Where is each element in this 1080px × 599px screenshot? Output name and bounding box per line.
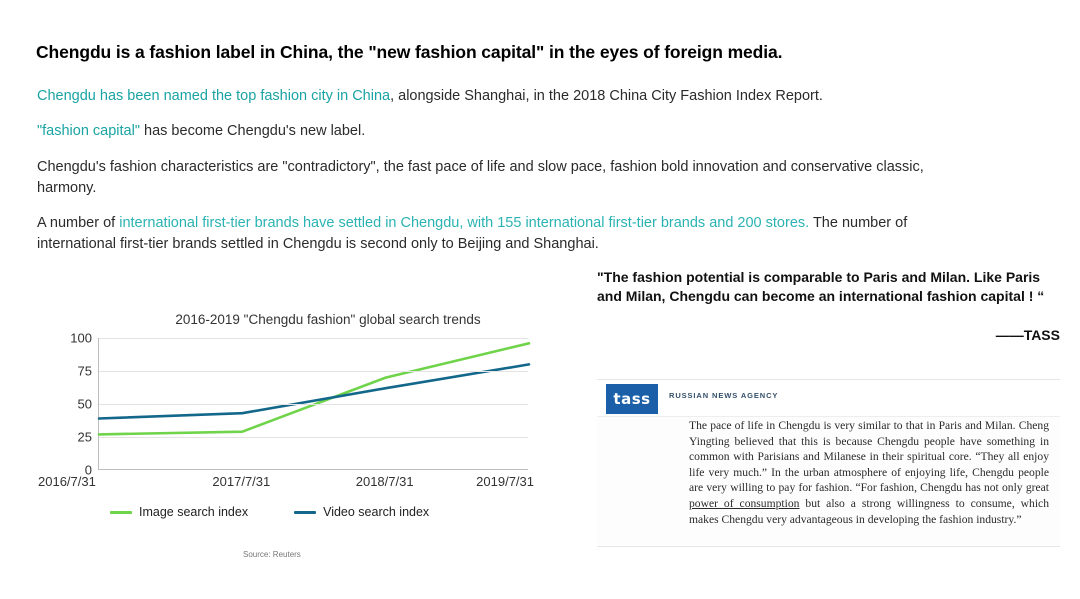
search-trends-chart [38, 300, 558, 570]
tass-body-link[interactable]: power of consumption [689, 496, 800, 510]
paragraph-2-rest: has become Chengdu's new label. [140, 123, 366, 139]
chart-legend [110, 505, 530, 519]
tass-agency-label: RUSSIAN NEWS AGENCY [669, 391, 779, 400]
chart-x-tick-label: 2017/7/31 [212, 474, 271, 489]
chart-y-tick-label: 100 [70, 330, 92, 346]
paragraph-4-lead: A number of [37, 215, 120, 231]
paragraph-2-highlight: "fashion capital" [37, 123, 140, 139]
chart-gridline [99, 371, 528, 372]
chart-gridline [99, 338, 528, 339]
chart-plot-area [70, 330, 528, 478]
paragraph-2 [37, 121, 987, 142]
chart-y-tick-label: 50 [77, 396, 92, 412]
tass-logo: tass [606, 384, 658, 414]
legend-swatch-image-search [110, 511, 132, 514]
tass-body-part2: but also a strong willingness to consume, which makes Chengdu very advantageous in developing the fashion industry.” [689, 496, 1050, 526]
legend-item-image-search [110, 505, 248, 519]
paragraph-4 [37, 213, 987, 255]
chart-x-tick-label: 2016/7/31 [38, 474, 96, 489]
pull-quote: "The fashion potential is comparable to Paris and Milan. Like Paris and Milan, Chengdu can become an international fashion capital ! “ [597, 269, 1045, 304]
chart-x-tick-label: 2019/7/31 [476, 474, 534, 489]
paragraph-4-rest: The number of international first-tier brands settled in Chengdu is second only to Beijing and Shanghai. [37, 215, 908, 252]
paragraph-3: Chengdu's fashion characteristics are "contradictory", the fast pace of life and slow pace, fashion bold innovation and conservative classic, harmony. [37, 159, 924, 196]
paragraph-1-rest: , alongside Shanghai, in the 2018 China City Fashion Index Report. [390, 88, 823, 104]
chart-x-tick-label: 2018/7/31 [355, 474, 414, 489]
paragraph-1 [37, 86, 987, 107]
chart-line-series [99, 364, 529, 418]
chart-y-tick-label: 75 [77, 363, 92, 379]
tass-body-part1: The pace of life in Chengdu is very similar to that in Paris and Milan. Cheng Yingting believed that this is because Chengdu people have something in common with Parisians and Milanese in their spiritual core. “They all enjoy life very much.” In the urban atmosphere of enjoying life, Chengdu people are very willing to pay for fashion. “For fashion, Chengdu has not only great [689, 419, 1049, 495]
paragraph-1-highlight: Chengdu has been named the top fashion city in China [37, 88, 391, 104]
legend-item-video-search [294, 505, 429, 519]
legend-label-video-search: Video search index [323, 505, 430, 519]
chart-x-axis-labels [38, 474, 534, 492]
chart-gridline [99, 404, 528, 405]
tass-card-header [597, 380, 1060, 417]
chart-title: 2016-2019 "Chengdu fashion" global search trends [175, 312, 481, 327]
chart-y-tick-label: 0 [84, 462, 92, 478]
legend-label-image-search: Image search index [139, 505, 249, 519]
page-title: Chengdu is a fashion label in China, the "new fashion capital" in the eyes of foreign media. [36, 42, 783, 62]
chart-line-series [99, 343, 529, 434]
chart-gridline [99, 437, 528, 438]
tass-article-card [597, 379, 1060, 547]
chart-source: Source: Reuters [243, 550, 301, 559]
paragraph-4-highlight: international first-tier brands have settled in Chengdu, with 155 international first-tier brands and 200 stores. [119, 215, 810, 231]
tass-article-body [689, 418, 1049, 527]
pull-quote-attribution: ——TASS [995, 327, 1060, 343]
legend-swatch-video-search [294, 511, 316, 514]
chart-y-tick-label: 25 [77, 429, 92, 445]
